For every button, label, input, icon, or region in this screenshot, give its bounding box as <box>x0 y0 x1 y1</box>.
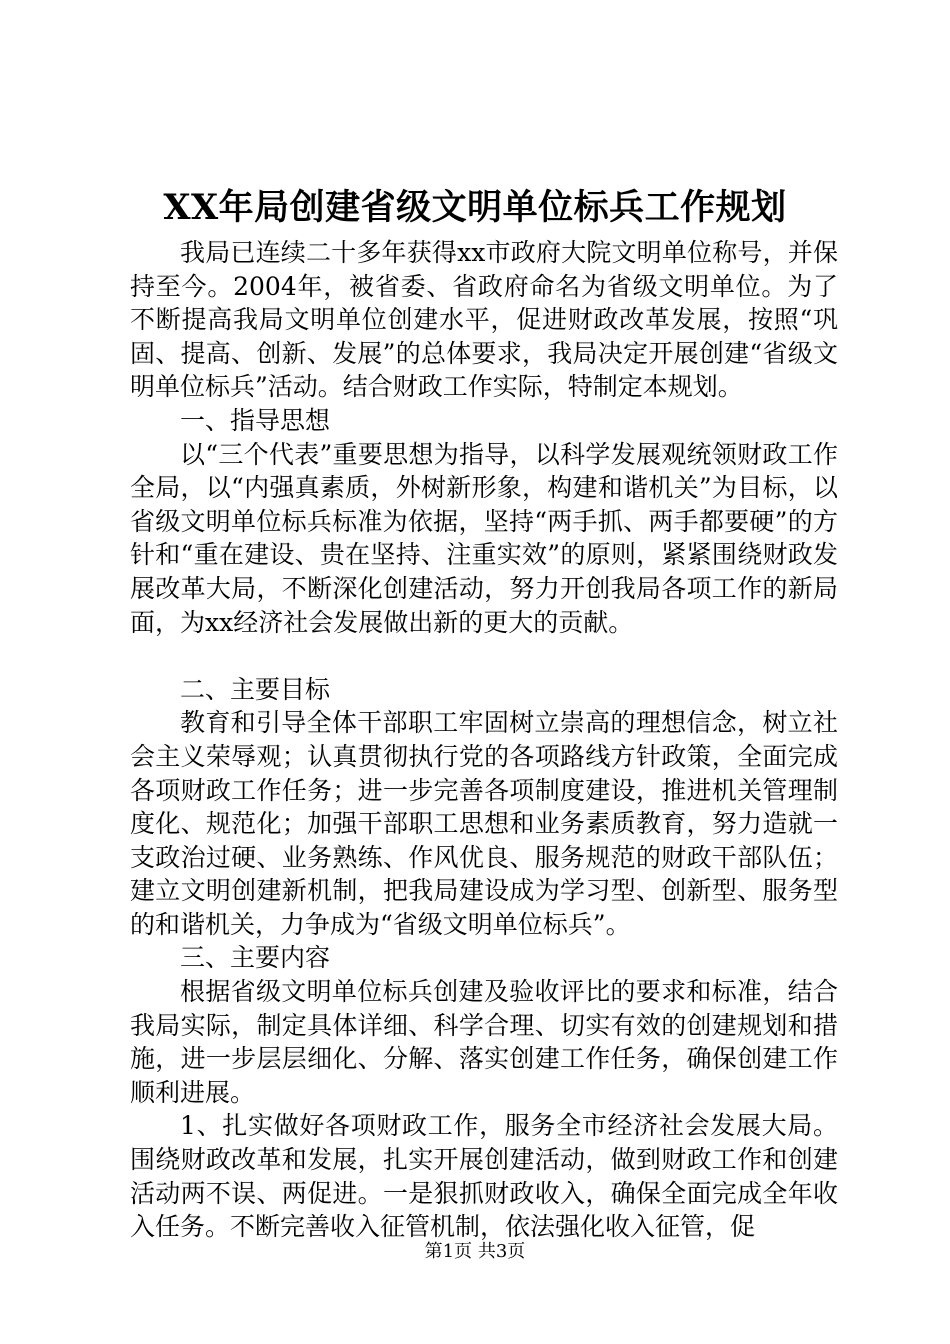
document-body <box>130 236 838 1244</box>
intro-paragraph: 我局已连续二十多年获得xx市政府大院文明单位称号，并保持至今。2004年，被省委、省政府命名为省级文明单位。为了不断提高我局文明单位创建水平，促进财政改革发展，按照“巩固、提高、创新、发展”的总体要求，我局决定开展创建“省级文明单位标兵”活动。结合财政工作实际，特制定本规划。 <box>130 238 838 402</box>
document-title: XX年局创建省级文明单位标兵工作规划 <box>163 187 787 228</box>
section-heading-guiding-ideology: 一、指导思想 <box>180 405 331 435</box>
section-heading-main-content: 三、主要内容 <box>180 943 331 973</box>
page-number-footer: 第1页 共3页 <box>424 1241 526 1262</box>
main-content-paragraph: 根据省级文明单位标兵创建及验收评比的要求和标准，结合我局实际，制定具体详细、科学合理、切实有效的创建规划和措施，进一步层层细化、分解、落实创建工作任务，确保创建工作顺利进展。 <box>130 977 838 1107</box>
main-content-item-1-paragraph: 1、扎实做好各项财政工作，服务全市经济社会发展大局。围绕财政改革和发展，扎实开展创建活动，做到财政工作和创建活动两不误、两促进。一是狠抓财政收入，确保全面完成全年收入任务。不断完善收入征管机制，依法强化收入征管，促 <box>130 1111 838 1242</box>
section-heading-main-goals: 二、主要目标 <box>180 674 331 704</box>
guiding-ideology-paragraph: 以“三个代表”重要思想为指导，以科学发展观统领财政工作全局，以“内强真素质，外树新形象，构建和谐机关”为目标，以省级文明单位标兵标准为依据，坚持“两手抓、两手都要硬”的方针和“重在建设、贵在坚持、注重实效”的原则，紧紧围绕财政发展改革大局，不断深化创建活动，努力开创我局各项工作的新局面，为xx经济社会发展做出新的更大的贡献。 <box>130 439 838 637</box>
main-goals-paragraph: 教育和引导全体干部职工牢固树立崇高的理想信念，树立社会主义荣辱观；认真贯彻执行党的各项路线方针政策，全面完成各项财政工作任务；进一步完善各项制度建设，推进机关管理制度化、规范化；加强干部职工思想和业务素质教育，努力造就一支政治过硬、业务熟练、作风优良、服务规范的财政干部队伍；建立文明创建新机制，把我局建设成为学习型、创新型、服务型的和谐机关，力争成为“省级文明单位标兵”。 <box>130 708 838 939</box>
